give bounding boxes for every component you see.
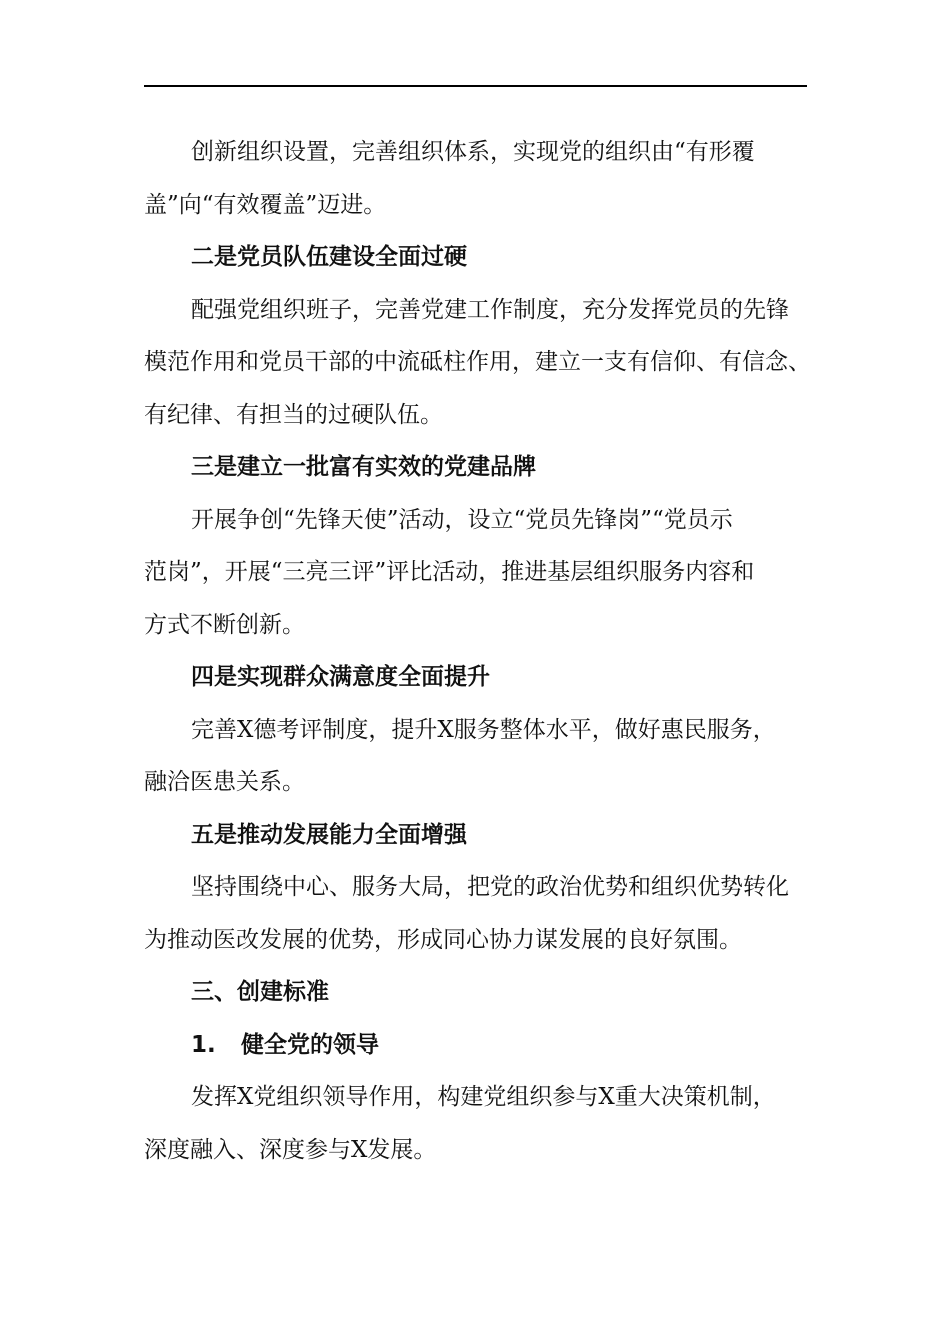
- paragraph-line: 盖”向“有效覆盖”迈进。: [144, 191, 387, 218]
- section-heading: 三是建立一批富有实效的党建品牌: [191, 454, 536, 480]
- section-heading: 五是推动发展能力全面增强: [191, 821, 467, 848]
- paragraph-line: 有纪律、有担当的过硬队伍。: [144, 401, 443, 428]
- numbered-heading: [144, 1019, 814, 1072]
- paragraph-line: 配强党组织班子，完善党建工作制度，充分发挥党员的先锋: [191, 296, 789, 323]
- paragraph-line: 融洽医患关系。: [144, 769, 305, 795]
- paragraph-line: 深度融入、深度参与X发展。: [144, 1136, 437, 1163]
- paragraph-line: 发挥X党组织领导作用，构建党组织参与X重大决策机制，: [191, 1084, 776, 1110]
- paragraph-line: 为推动医改发展的优势，形成同心协力谋发展的良好氛围。: [144, 926, 742, 953]
- heading-text: 健全党的领导: [241, 1031, 379, 1058]
- paragraph-line: 创新组织设置，完善组织体系，实现党的组织由“有形覆: [191, 139, 755, 165]
- paragraph-line: 完善X德考评制度，提升X服务整体水平，做好惠民服务，: [191, 716, 776, 743]
- paragraph-line: 模范作用和党员干部的中流砥柱作用，建立一支有信仰、有信念、: [144, 349, 811, 375]
- section-heading: 三、创建标准: [191, 979, 329, 1005]
- section-heading: 二是党员队伍建设全面过硬: [191, 244, 467, 270]
- paragraph-line: 方式不断创新。: [144, 611, 305, 638]
- paragraph-line: 范岗”，开展“三亮三评”评比活动，推进基层组织服务内容和: [144, 559, 755, 585]
- paragraph-line: 坚持围绕中心、服务大局，把党的政治优势和组织优势转化: [191, 874, 789, 900]
- heading-number: 1.: [191, 1031, 216, 1058]
- section-heading: 四是实现群众满意度全面提升: [191, 664, 490, 690]
- document-body: [144, 126, 814, 1176]
- header-rule: [144, 85, 807, 87]
- paragraph-line: 开展争创“先锋天使”活动，设立“党员先锋岗”“党员示: [191, 506, 733, 533]
